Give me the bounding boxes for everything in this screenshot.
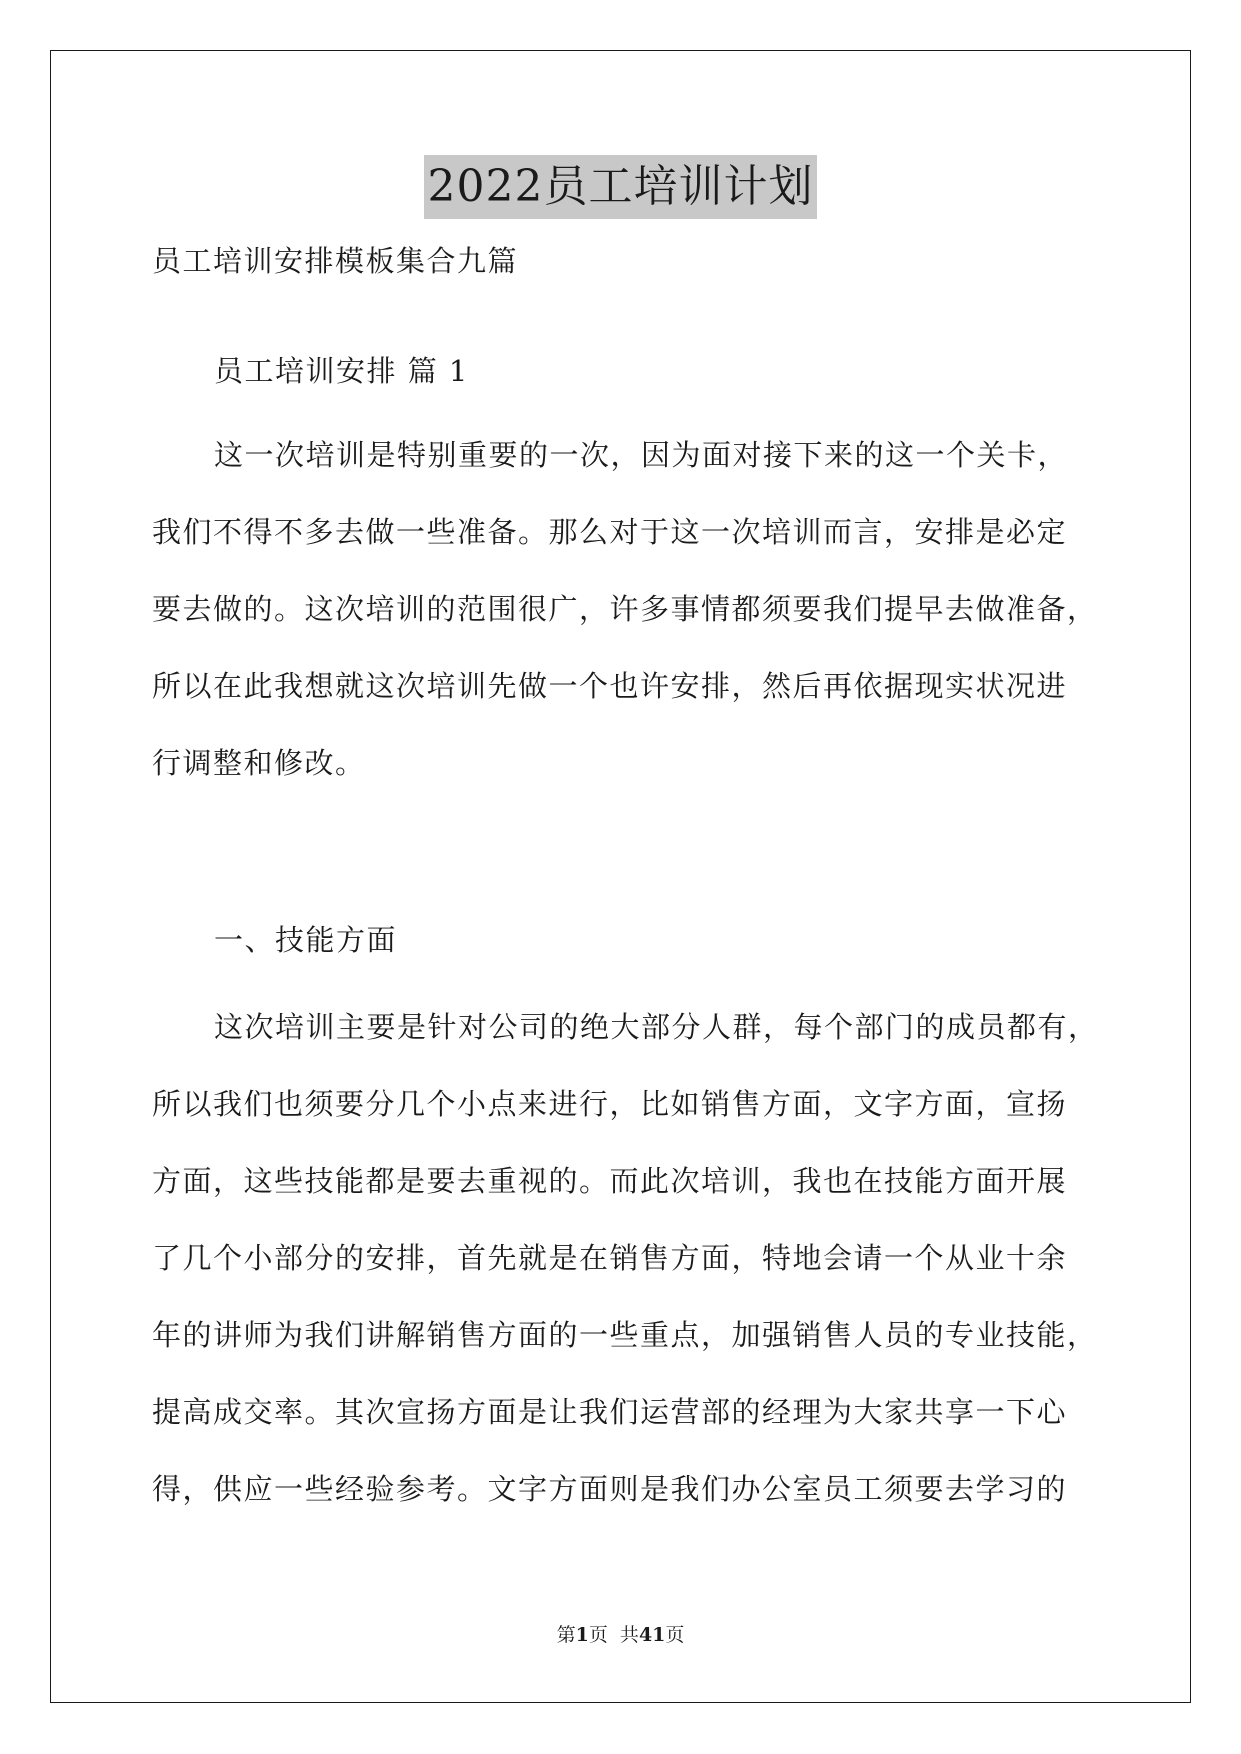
current-page-number: 1 (575, 1624, 589, 1646)
paragraph-line: 这次培训主要是针对公司的绝大部分人群，每个部门的成员都有， (214, 1010, 1099, 1044)
document-title-text: 2022员工培训计划 (424, 155, 818, 219)
footer-middle: 页 共 (588, 1624, 639, 1646)
page-border (50, 50, 1191, 1703)
document-title (0, 155, 1241, 228)
section-heading: 员工培训安排 篇 1 (214, 354, 469, 388)
skill-heading: 一、技能方面 (214, 923, 398, 957)
paragraph-line: 年的讲师为我们讲解销售方面的一些重点，加强销售人员的专业技能， (152, 1318, 1098, 1352)
paragraph-line: 我们不得不多去做一些准备。那么对于这一次培训而言，安排是必定 (152, 515, 1068, 549)
document-subtitle: 员工培训安排模板集合九篇 (152, 244, 519, 278)
paragraph-line: 行调整和修改。 (152, 746, 366, 780)
paragraph-line: 所以我们也须要分几个小点来进行，比如销售方面，文字方面，宣扬 (152, 1087, 1068, 1121)
total-page-count: 41 (638, 1624, 666, 1646)
paragraph-line: 方面，这些技能都是要去重视的。而此次培训，我也在技能方面开展 (152, 1164, 1068, 1198)
page-footer (0, 1622, 1241, 1648)
footer-suffix: 页 (665, 1624, 685, 1646)
paragraph-line: 这一次培训是特别重要的一次，因为面对接下来的这一个关卡， (214, 438, 1069, 472)
paragraph-line: 提高成交率。其次宣扬方面是让我们运营部的经理为大家共享一下心 (152, 1395, 1068, 1429)
paragraph-line: 得，供应一些经验参考。文字方面则是我们办公室员工须要去学习的 (152, 1472, 1068, 1506)
paragraph-line: 所以在此我想就这次培训先做一个也许安排，然后再依据现实状况进 (152, 669, 1068, 703)
paragraph-line: 要去做的。这次培训的范围很广，许多事情都须要我们提早去做准备， (152, 592, 1098, 626)
paragraph-line: 了几个小部分的安排，首先就是在销售方面，特地会请一个从业十余 (152, 1241, 1068, 1275)
footer-prefix: 第 (556, 1624, 576, 1646)
